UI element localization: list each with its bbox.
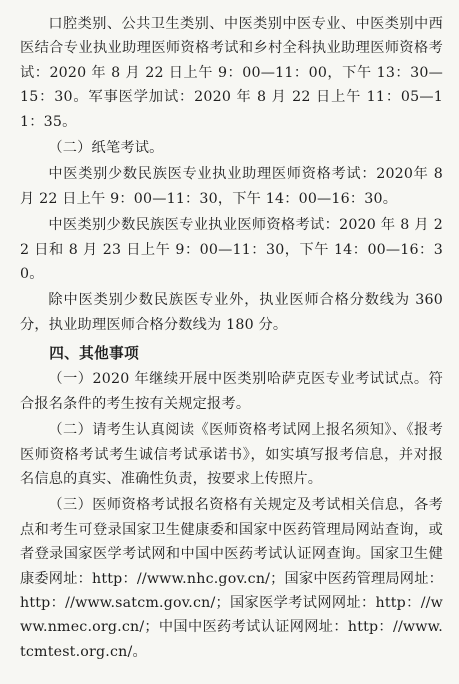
section-heading-other-matters: 四、其他事项: [49, 345, 140, 363]
paragraph-kazakh-medicine-pilot: （一）2020 年继续开展中医类别哈萨克医专业考试试点。符合报名条件的考生按有关规定报考。: [20, 371, 443, 412]
paragraph-passing-scores: 除中医类别少数民族医专业外，执业医师合格分数线为 360 分，执业助理医师合格分数线为 180 分。: [20, 292, 443, 333]
paragraph-ethnic-practitioner-exam: 中医类别少数民族医专业执业医师资格考试：2020 年 8 月 22 日和 8 月 23 日上午 9：00—11：30，下午 14：00—16：30。: [20, 217, 443, 283]
paragraph-registration-notice: （二）请考生认真阅读《医师资格考试网上报名须知》、《报考医师资格考试考生诚信考试承诺书》，如实填写报考信息，并对报名信息的真实、准确性负责，按要求上传照片。: [20, 422, 443, 487]
section-paper-exam-title: （二）纸笔考试。: [48, 140, 164, 157]
paragraph-ethnic-assistant-exam: 中医类别少数民族医专业执业助理医师资格考试：2020年 8 月 22 日上午 9：00—11：30，下午 14：00—16：30。: [20, 166, 443, 207]
paragraph-websites: （三）医师资格考试报名资格有关规定及考试相关信息，各考点和考生可登录国家卫生健康委和国家中医药管理局网站查询，或者登录国家医学考试网和中国中医药考试认证网查询。国家卫生健康委网址：http：//www.nhc.gov.cn/；国家中医药管理局网址：http：//www.satcm.gov.cn/；国家医学考试网网址：http：//www.nmec.org.cn/；中国中医药考试认证网网址：http：//www.tcmtest.org.cn/。: [20, 497, 443, 660]
paragraph-exam-schedule-assistant: 口腔类别、公共卫生类别、中医类别中医专业、中医类别中西医结合专业执业助理医师资格考试和乡村全科执业助理医师资格考试：2020 年 8 月 22 日上午 9：00—11：00，下午 13：30—15：30。军事医学加试：2020 年 8 月 22 日上午 11：05—11：35。: [20, 16, 443, 130]
